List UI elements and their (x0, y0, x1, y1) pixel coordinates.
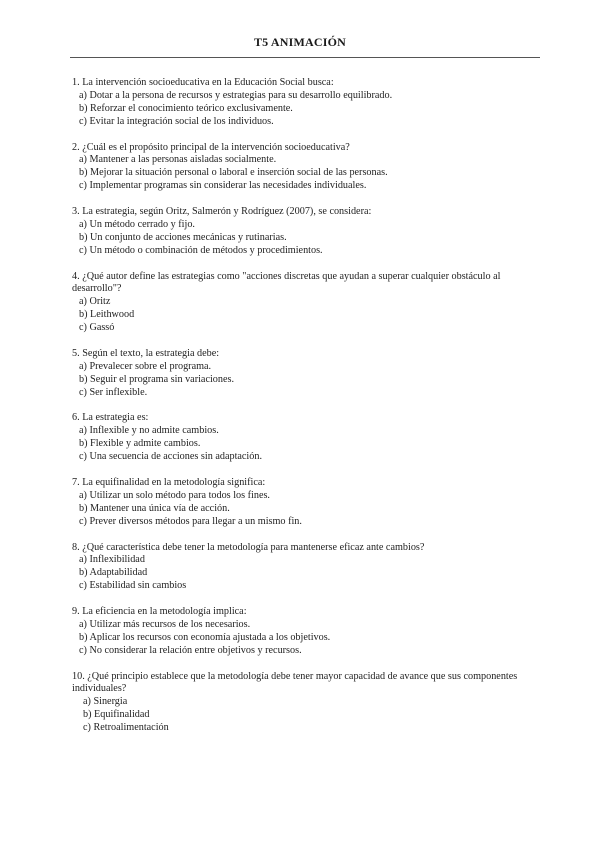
question-text: 3. La estrategia, según Oritz, Salmerón y Rodríguez (2007), se considera: (72, 206, 372, 218)
option-c: c) Retroalimentación (83, 722, 169, 734)
question-text: 5. Según el texto, la estrategia debe: (72, 347, 220, 359)
option-c: c) No considerar la relación entre objetivos y recursos. (79, 644, 302, 656)
option-b: b) Flexible y admite cambios. (79, 438, 201, 450)
option-a: a) Utilizar un solo método para todos los fines. (79, 489, 270, 501)
option-c: c) Prever diversos métodos para llegar a un mismo fin. (79, 515, 302, 527)
question-text: 7. La equifinalidad en la metodología significa: (72, 477, 266, 488)
title-divider (70, 57, 540, 58)
question-4 (72, 271, 542, 336)
option-a: a) Sinergia (83, 696, 128, 708)
option-b: b) Equifinalidad (83, 709, 150, 721)
question-7 (72, 477, 542, 529)
question-text: 4. ¿Qué autor define las estrategias como "acciones discretas que ayudan a superar cualquier obstáculo al desarrollo"? (72, 270, 501, 295)
question-2 (72, 142, 542, 194)
option-a: a) Un método cerrado y fijo. (79, 218, 195, 230)
option-b: b) Un conjunto de acciones mecánicas y rutinarias. (79, 231, 287, 243)
option-a: a) Inflexibilidad (79, 554, 145, 566)
option-a: a) Oritz (79, 296, 111, 308)
question-text: 6. La estrategia es: (72, 412, 149, 424)
option-a: a) Mantener a las personas aisladas socialmente. (79, 154, 277, 166)
option-b: b) Mejorar la situación personal o laboral e inserción social de las personas. (79, 167, 388, 179)
question-5 (72, 348, 542, 400)
question-10 (72, 671, 542, 736)
question-list (72, 77, 542, 748)
question-text: 2. ¿Cuál es el propósito principal de la intervención socioeducativa? (72, 141, 350, 153)
question-1 (72, 77, 542, 129)
question-9 (72, 606, 542, 658)
question-8 (72, 542, 542, 594)
option-b: b) Aplicar los recursos con economía ajustada a los objetivos. (79, 631, 331, 643)
option-c: c) Un método o combinación de métodos y procedimientos. (79, 244, 323, 256)
option-c: c) Gassó (79, 322, 115, 334)
option-c: c) Una secuencia de acciones sin adaptación. (79, 451, 263, 463)
question-6 (72, 412, 542, 464)
option-a: a) Inflexible y no admite cambios. (79, 425, 219, 437)
question-text: 9. La eficiencia en la metodología implica: (72, 606, 247, 618)
option-c: c) Ser inflexible. (79, 386, 148, 398)
option-c: c) Evitar la integración social de los individuos. (79, 115, 274, 127)
page-title: T5 ANIMACIÓN (253, 35, 347, 49)
option-b: b) Adaptabilidad (79, 567, 148, 579)
option-a: a) Dotar a la persona de recursos y estrategias para su desarrollo equilibrado. (79, 89, 393, 101)
option-b: b) Mantener una única vía de acción. (79, 502, 230, 514)
option-a: a) Utilizar más recursos de los necesarios. (79, 618, 251, 630)
option-b: b) Leithwood (79, 309, 135, 321)
question-3 (72, 206, 542, 258)
question-text: 1. La intervención socioeducativa en la Educación Social busca: (72, 77, 334, 88)
question-text: 8. ¿Qué característica debe tener la metodología para mantenerse eficaz ante cambios? (72, 541, 425, 553)
option-a: a) Prevalecer sobre el programa. (79, 360, 212, 372)
option-b: b) Reforzar el conocimiento teórico exclusivamente. (79, 102, 293, 114)
option-c: c) Implementar programas sin considerar las necesidades individuales. (79, 180, 367, 192)
option-c: c) Estabilidad sin cambios (79, 580, 187, 592)
option-b: b) Seguir el programa sin variaciones. (79, 373, 235, 385)
question-text: 10. ¿Qué principio establece que la metodología debe tener mayor capacidad de avance que sus componentes individuales? (72, 670, 518, 695)
